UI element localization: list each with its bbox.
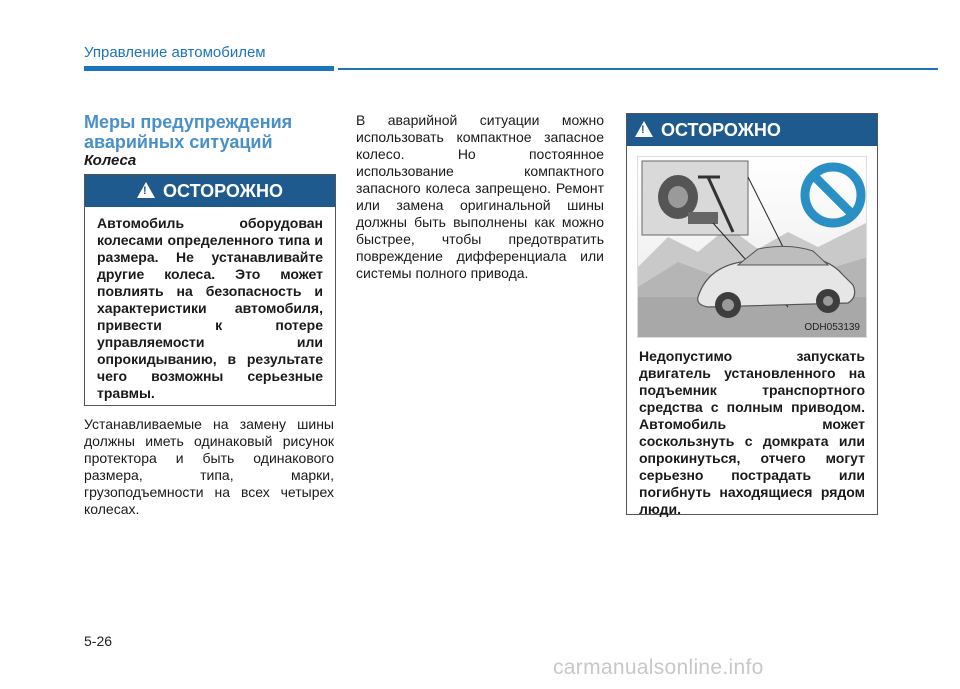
illustration-graphic	[638, 157, 867, 337]
warning-header	[85, 175, 335, 207]
watermark: carmanualsonline.info	[553, 656, 764, 679]
paragraph-middle: В аварийной ситуации можно использовать компактное запасное колесо. Но постоянное использование компактного запасного колеса запрещено. Ремонт или замена оригинальной шины должны быть выполнены как можно быстрее, чтобы предотвратить повреждение дифференциала или системы полного привода.	[356, 112, 604, 281]
illustration	[637, 156, 867, 338]
warning-box-left	[84, 174, 336, 406]
page-number: 5-26	[84, 633, 113, 649]
header-title: Управление автомобилем	[84, 44, 266, 61]
warning-text: Автомобиль оборудован колесами определенного типа и размера. Не устанавливайте другие колеса. Это может повлиять на безопасность и характеристики автомобиля, привести к потере управляемости или опрокидыванию, в результате чего возможны серьезные травмы.	[97, 215, 323, 401]
warning-box-right	[626, 113, 878, 515]
warning-label: ОСТОРОЖНО	[661, 119, 781, 140]
warning-text: Недопустимо запускать двигатель установленного на подъемник транспортного средства с полным приводом. Автомобиль может соскользнуть с домкрата или опрокинуться, отчего могут серьезно пострадать или погибнуть находящиеся рядом люди.	[639, 348, 865, 517]
paragraph-left: Устанавливаемые на замену шины должны иметь одинаковый рисунок протектора и быть одинакового размера, типа, марки, грузоподъемности на всех четырех колесах.	[84, 416, 334, 517]
subheading: Колеса	[84, 152, 137, 169]
warning-header	[627, 114, 877, 146]
section-heading: Меры предупреждения аварийных ситуаций	[84, 112, 293, 152]
warning-triangle-icon	[635, 121, 653, 137]
header-rule-thin	[338, 68, 938, 70]
warning-triangle-icon	[137, 182, 155, 198]
header-rule-thick	[84, 66, 334, 71]
warning-label: ОСТОРОЖНО	[163, 180, 283, 201]
illustration-code: ODH053139	[804, 322, 860, 333]
